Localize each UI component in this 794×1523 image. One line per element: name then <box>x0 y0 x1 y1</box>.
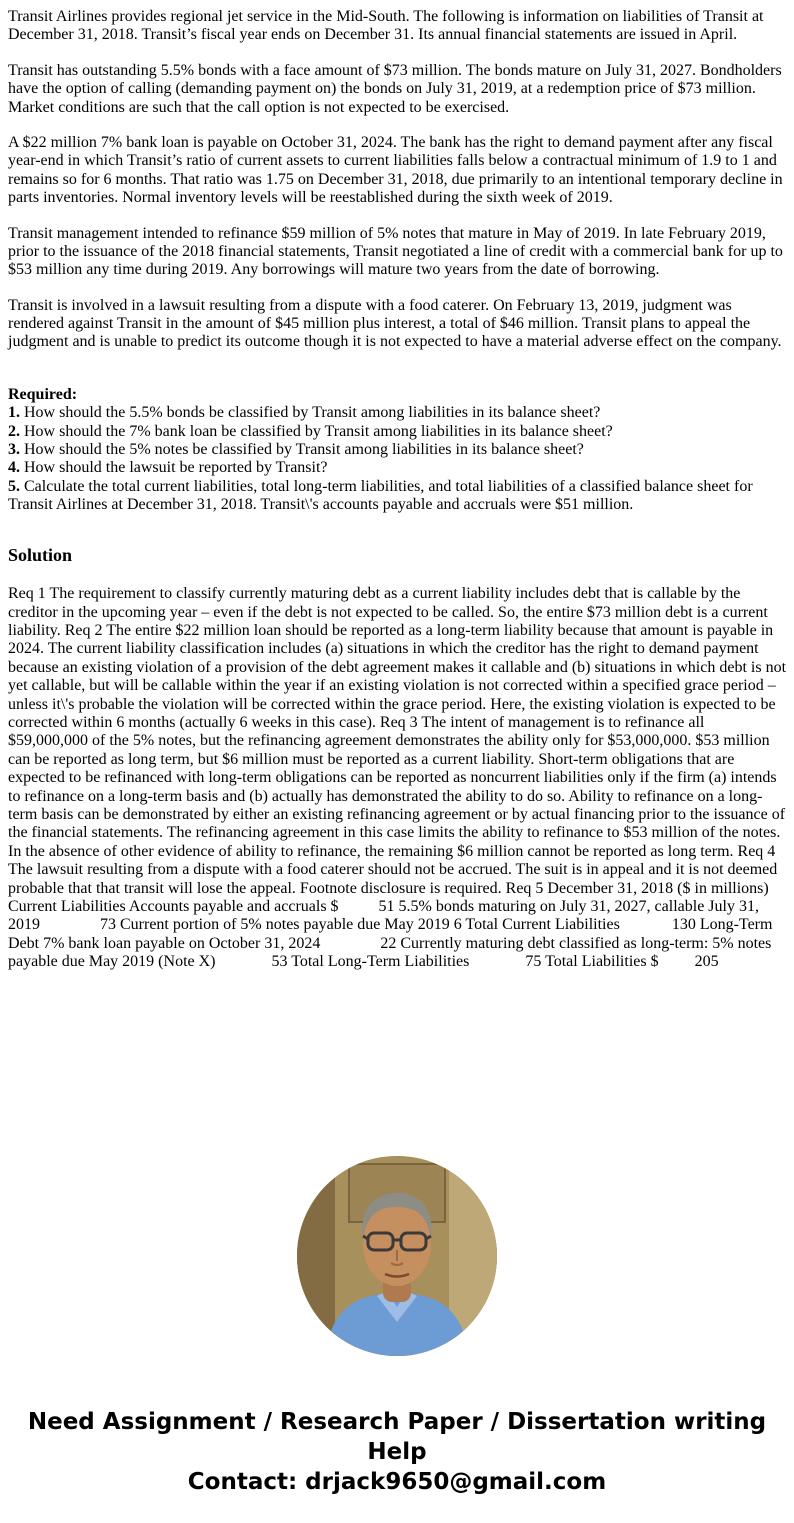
required-item-5-text: Calculate the total current liabilities, total long-term liabilities, and total liabilities of a classified balance sheet for Transit Airlines at December 31, 2018. Transit\'s accounts payable and accruals were $51 million. <box>8 477 753 514</box>
solution-heading: Solution <box>8 544 73 565</box>
required-section <box>8 386 786 515</box>
required-item-3-text: How should the 5% notes be classified by Transit among liabilities in its balance sheet? <box>24 441 584 459</box>
required-item-1-number: 1. <box>8 404 20 422</box>
required-item-5 <box>8 478 786 515</box>
required-item-3-number: 3. <box>8 441 20 459</box>
bonds-paragraph: Transit has outstanding 5.5% bonds with a face amount of $73 million. The bonds mature on July 31, 2027. Bondholders have the option of calling (demanding payment on) the bonds on July 31, 2019, at a redemption price of $73 million. Market conditions are such that the call option is not expected to be exercised. <box>8 61 782 116</box>
bank-loan-paragraph: A $22 million 7% bank loan is payable on October 31, 2024. The bank has the right to demand payment after any fiscal year-end in which Transit’s ratio of current assets to current liabilities falls below a contractual minimum of 1.9 to 1 and remains so for 6 months. That ratio was 1.75 on December 31, 2018, due primarily to an intentional temporary decline in parts inventories. Normal inventory levels will be reestablished during the sixth week of 2019. <box>8 133 783 207</box>
required-item-3 <box>8 441 786 459</box>
required-item-2-text: How should the 7% bank loan be classified by Transit among liabilities in its balance sheet? <box>24 422 613 440</box>
footer-help-text: Need Assignment / Research Paper / Dissertation writing Help <box>27 1409 767 1466</box>
footer <box>8 1408 786 1498</box>
required-item-4-text: How should the lawsuit be reported by Transit? <box>24 459 328 477</box>
solution-text: Req 1 The requirement to classify currently maturing debt as a current liability includes debt that is callable by the creditor in the upcoming year – even if the debt is not expected to be called. So, the entire $73 million debt is a current liability. Req 2 The entire $22 million loan should be reported as a long-term liability because that amount is payable in 2024. The current liability classification includes (a) situations in which the creditor has the right to demand payment because an existing violation of a provision of the debt agreement makes it callable and (b) situations in which debt is not yet callable, but will be callable within the year if an existing violation is not corrected within a specified grace period – unless it\'s probable the violation will be corrected within the grace period. Here, the existing violation is expected to be corrected within 6 months (actually 6 weeks in this case). Req 3 The intent of management is to refinance all $59,000,000 of the 5% notes, but the refinancing agreement demonstrates the ability only for $53,000,000. $53 million can be reported as long term, but $6 million must be reported as a current liability. Short-term obligations that are expected to be refinanced with long-term obligations can be reported as noncurrent liabilities only if the firm (a) intends to refinance on a long-term basis and (b) actually has demonstrated the ability to do so. Ability to refinance on a long-term basis can be demonstrated by either an existing refinancing agreement or by actual financing prior to the issuance of the financial statements. The refinancing agreement in this case limits the ability to refinance to $53 million of the notes. In the absence of other evidence of ability to refinance, the remaining $6 million cannot be reported as long term. Req 4 The lawsuit resulting from a dispute with a food caterer should not be accrued. The suit is in appeal and it is not deemed probable that that transit will lose the appeal. Footnote disclosure is required. Req 5 December 31, 2018 ($ in millions) Current Liabilities Accounts payable and accruals $ 51 5.5% bonds maturing on July 31, 2027, callable July 31, 2019 73 Current portion of 5% notes payable due May 2019 6 Total Current Liabilities 130 Long-Term Debt 7% bank loan payable on October 31, 2024 22 Currently maturing debt classified as long-term: 5% notes payable due May 2019 (Note X) 53 Total Long-Term Liabilities 75 Total Liabilities $ 205 <box>8 585 791 971</box>
notes-refinance-paragraph: Transit management intended to refinance $59 million of 5% notes that mature in May of 2019. In late February 2019, prior to the issuance of the 2018 financial statements, Transit negotiated a line of credit with a commercial bank for up to $53 million any time during 2019. Any borrowings will mature two years from the date of borrowing. <box>8 224 783 279</box>
required-item-5-number: 5. <box>8 477 20 495</box>
lawsuit-paragraph: Transit is involved in a lawsuit resulting from a dispute with a food caterer. On February 13, 2019, judgment was rendered against Transit in the amount of $45 million plus interest, a total of $46 million. Transit plans to appeal the judgment and is unable to predict its outcome though it is not expected to have a material adverse effect on the company. <box>8 296 782 351</box>
required-item-2 <box>8 423 786 441</box>
person-photo-graphic <box>297 1156 497 1356</box>
required-item-1-text: How should the 5.5% bonds be classified by Transit among liabilities in its balance sheet? <box>24 404 601 422</box>
required-item-4-number: 4. <box>8 459 20 477</box>
required-label: Required: <box>8 385 78 403</box>
intro-paragraph: Transit Airlines provides regional jet service in the Mid-South. The following is information on liabilities of Transit at December 31, 2018. Transit’s fiscal year ends on December 31. Its annual financial statements are issued in April. <box>8 8 764 44</box>
required-item-2-number: 2. <box>8 422 20 440</box>
portrait-photo <box>297 1156 497 1356</box>
footer-contact-email: Contact: drjack9650@gmail.com <box>187 1469 607 1496</box>
required-item-4 <box>8 459 786 477</box>
required-item-1 <box>8 404 786 422</box>
